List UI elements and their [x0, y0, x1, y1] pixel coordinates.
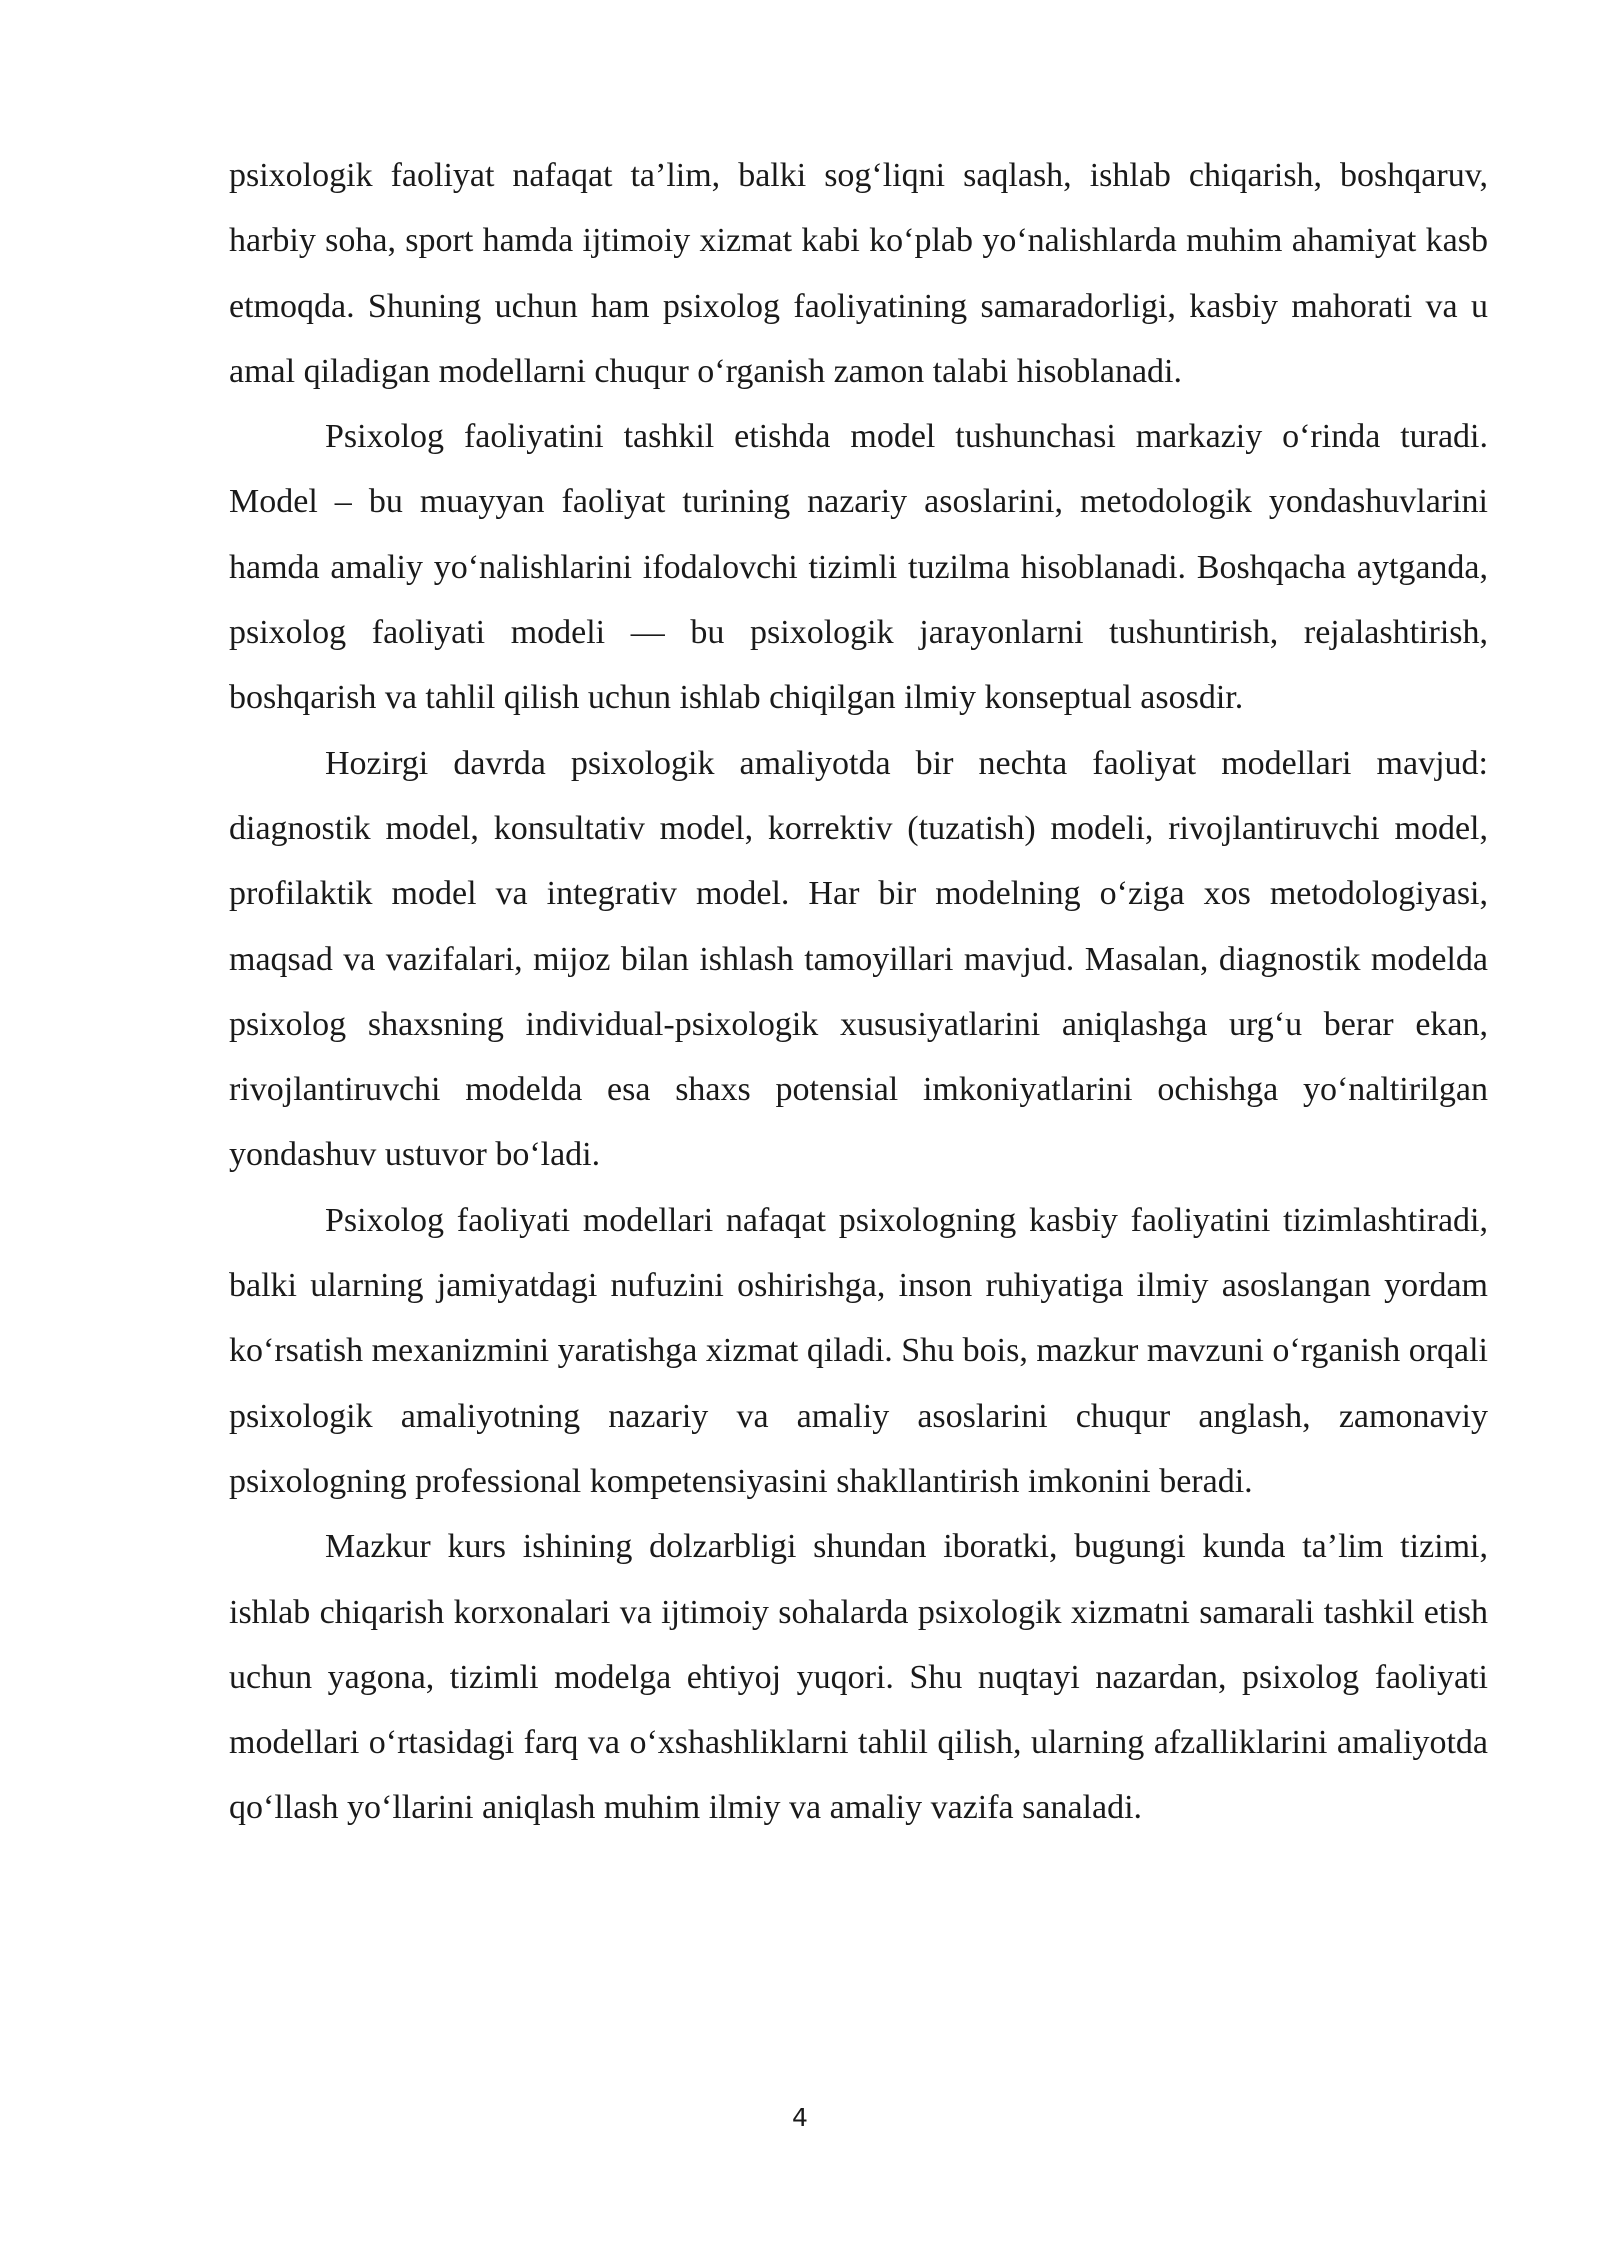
paragraph-relevance: Mazkur kurs ishining dolzarbligi shundan iboratki, bugungi kunda ta’lim tizimi, ishlab chiqarish korxonalari va ijtimoiy sohalarda psixologik xizmatni samarali tashkil etish uchun yagona, tizimli modelga ehtiyoj yuqori. Shu nuqtayi nazardan, psixolog faoliyati modellari o‘rtasidagi farq va o‘xshashliklarni tahlil qilish, ularning afzalliklarini amaliyotda qo‘llash yo‘llarini aniqlash muhim ilmiy va amaliy vazifa sanaladi. — [229, 1528, 1488, 1827]
paragraph-model-concept: Psixolog faoliyatini tashkil etishda model tushunchasi markaziy o‘rinda turadi. Model – bu muayyan faoliyat turining nazariy asoslarini, metodologik yondashuvlarini hamda amaliy yo‘nalishlarini ifodalovchi tizimli tuzilma hisoblanadi. Boshqacha aytganda, psixolog faoliyati modeli — bu psixologik jarayonlarni tushuntirish, rejalashtirish, boshqarish va tahlil qilish uchun ishlab chiqilgan ilmiy konseptual asosdir. — [229, 418, 1488, 717]
paragraph-model-importance: Psixolog faoliyati modellari nafaqat psixologning kasbiy faoliyatini tizimlashtiradi, balki ularning jamiyatdagi nufuzini oshirishga, inson ruhiyatiga ilmiy asoslangan yordam ko‘rsatish mexanizmini yaratishga xizmat qiladi. Shu bois, mazkur mavzuni o‘rganish orqali psixologik amaliyotning nazariy va amaliy asoslarini chuqur anglash, zamonaviy psixologning professional kompetensiyasini shakllantirish imkonini beradi. — [229, 1201, 1488, 1500]
paragraph-continuation: psixologik faoliyat nafaqat ta’lim, balki sog‘liqni saqlash, ishlab chiqarish, boshqaruv, harbiy soha, sport hamda ijtimoiy xizmat kabi ko‘plab yo‘nalishlarda muhim ahamiyat kasb etmoqda. Shuning uchun ham psixolog faoliyatining samaradorligi, kasbiy mahorati va u amal qiladigan modellarni chuqur o‘rganish zamon talabi hisoblanadi. — [229, 157, 1488, 390]
paragraph-model-types: Hozirgi davrda psixologik amaliyotda bir nechta faoliyat modellari mavjud: diagnostik model, konsultativ model, korrektiv (tuzatish) modeli, rivojlantiruvchi model, profilaktik model va integrativ model. Har bir modelning o‘ziga xos metodologiyasi, maqsad va vazifalari, mijoz bilan ishlash tamoyillari mavjud. Masalan, diagnostik modelda psixolog shaxsning individual-psixologik xususiyatlarini aniqlashga urg‘u berar ekan, rivojlantiruvchi modelda esa shaxs potensial imkoniyatlarini ochishga yo‘naltirilgan yondashuv ustuvor bo‘ladi. — [229, 744, 1488, 1174]
page-number: 4 — [792, 2103, 808, 2132]
body-text — [229, 143, 1488, 1841]
